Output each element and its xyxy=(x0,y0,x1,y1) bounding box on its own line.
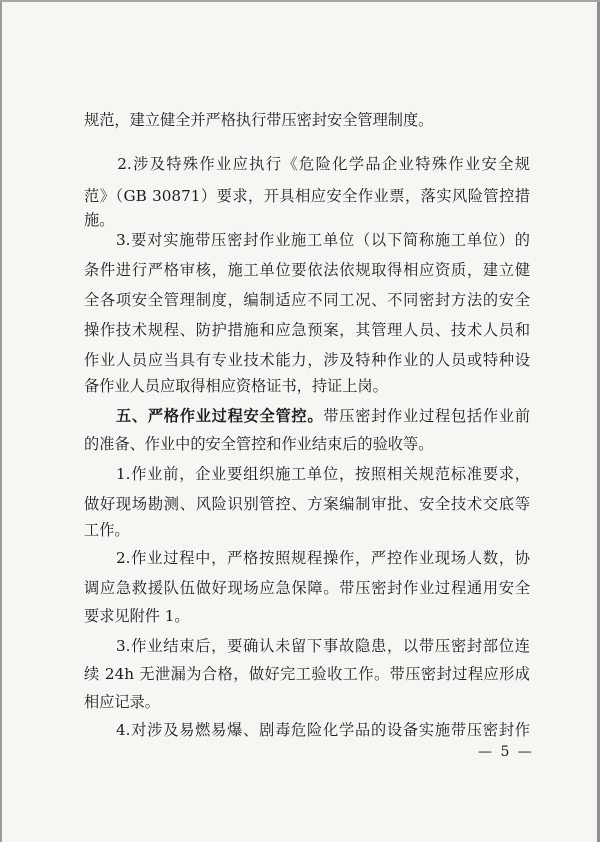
text-line: 全各项安全管理制度，编制适应不同工况、不同密封方法的安全 xyxy=(84,291,530,309)
text-line: 作业人员应当具有专业技术能力，涉及特种作业的人员或特种设 xyxy=(84,351,530,369)
text-line: 操作技术规程、防护措施和应急预案，其管理人员、技术人员和 xyxy=(84,321,530,339)
text-line: 1.作业前，企业要组织施工单位，按照相关规范标准要求， xyxy=(84,465,530,483)
text-line: 相应记录。 xyxy=(84,693,160,711)
text-line: 3.作业结束后，要确认未留下事故隐患，以带压密封部位连 xyxy=(84,637,530,655)
text-line: 工作。 xyxy=(84,521,130,539)
page-number: — 5 — xyxy=(478,744,534,760)
scan-edge-left xyxy=(0,0,2,842)
text-line: 备作业人员应取得相应资格证书，持证上岗。 xyxy=(84,377,388,395)
text-line: 要求见附件 1。 xyxy=(84,607,190,625)
text-line: 做好现场勘测、风险识别管控、方案编制审批、安全技术交底等 xyxy=(84,495,530,513)
section-heading-rest: 带压密封作业过程包括作业前 xyxy=(323,407,530,425)
text-line: 施。 xyxy=(84,211,115,229)
text-line: 4.对涉及易燃易爆、剧毒危险化学品的设备实施带压密封作 xyxy=(84,721,530,739)
section-heading-line xyxy=(84,404,530,428)
text-line: 调应急救援队伍做好现场应急保障。带压密封作业过程通用安全 xyxy=(84,579,530,597)
text-line: 规范，建立健全并严格执行带压密封安全管理制度。 xyxy=(84,111,434,129)
text-line: 条件进行严格审核，施工单位要依法依规取得相应资质，建立健 xyxy=(84,261,530,279)
text-line: 范》（GB 30871）要求，开具相应安全作业票，落实风险管控措 xyxy=(84,187,530,205)
text-line: 的准备、作业中的安全管控和作业结束后的验收等。 xyxy=(84,435,434,453)
text-line: 2.作业过程中，严格按照规程操作，严控作业现场人数，协 xyxy=(84,549,530,567)
scan-edge-top xyxy=(0,0,600,2)
section-heading: 五、严格作业过程安全管控。 xyxy=(84,407,324,425)
text-line: 2.涉及特殊作业应执行《危险化学品企业特殊作业安全规 xyxy=(84,155,530,173)
text-line: 3.要对实施带压密封作业施工单位（以下简称施工单位）的 xyxy=(84,231,530,249)
text-line: 续 24h 无泄漏为合格，做好完工验收工作。带压密封过程应形成 xyxy=(84,665,530,683)
